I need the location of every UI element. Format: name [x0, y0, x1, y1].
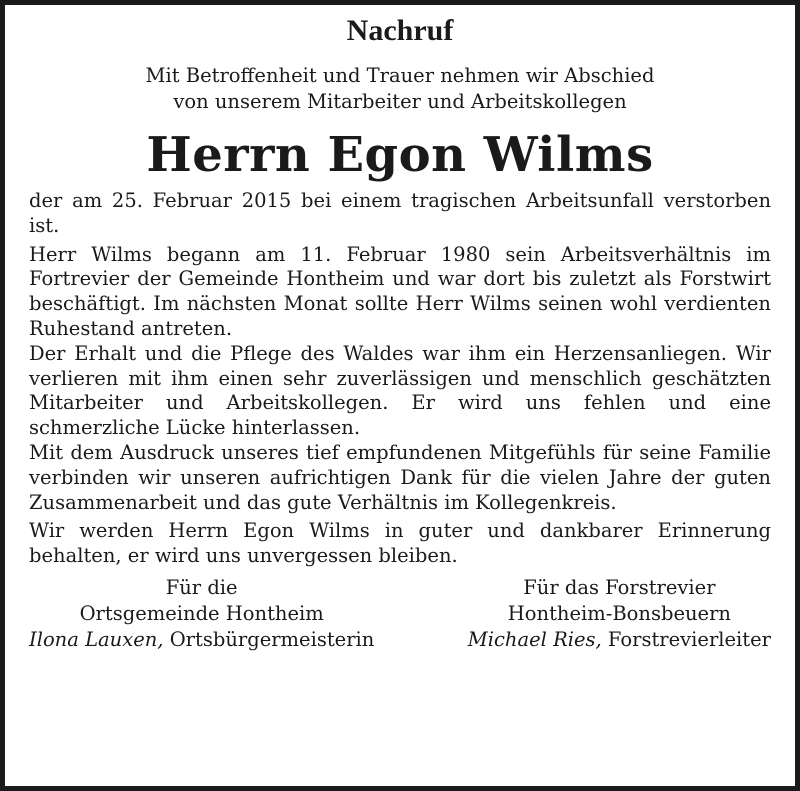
intro-line-2: von unserem Mitarbeiter und Arbeitskollegen — [173, 90, 627, 113]
signer-role: Forstrevierleiter — [601, 627, 771, 651]
signer-name: Michael Ries, — [467, 627, 602, 651]
intro — [29, 63, 771, 115]
paragraph-condolence: Mit dem Ausdruck unseres tief empfundenen Mitgefühls für seine Familie verbinden wir unseren aufrichtigen Dank für die vielen Jahre der guten Zusammenarbeit und das gute Verhältnis im Kollegenkreis. — [29, 440, 771, 514]
signature-person — [29, 627, 374, 653]
paragraph-remembrance: Wir werden Herrn Egon Wilms in guter und dankbarer Erinnerung behalten, er wird uns unvergessen bleiben. — [29, 519, 771, 568]
signature-for-line: Für das Forstrevier — [523, 575, 716, 599]
signature-organization: Ortsgemeinde Hontheim — [79, 601, 324, 625]
signer-name: Ilona Lauxen, — [29, 627, 164, 651]
obituary-body — [29, 189, 771, 569]
signature-for-line: Für die — [165, 575, 238, 599]
intro-line-1: Mit Betroffenheit und Trauer nehmen wir Abschied — [145, 64, 655, 87]
signature-person — [468, 627, 771, 653]
signatures — [29, 575, 771, 653]
signature-forest-district — [468, 575, 771, 653]
deceased-name: Herrn Egon Wilms — [146, 127, 654, 183]
paragraph-death: der am 25. Februar 2015 bei einem tragischen Arbeitsunfall verstorben ist. — [29, 189, 771, 237]
paragraph-career: Herr Wilms begann am 11. Februar 1980 sein Arbeitsverhältnis im Fortrevier der Gemeinde Hontheim und war dort bis zuletzt als Forstwirt beschäftigt. Im nächsten Monat sollte Herr Wilms seinen wohl verdienten Ruhestand antreten. — [29, 242, 771, 340]
heading: Nachruf — [346, 14, 454, 47]
paragraph-tribute: Der Erhalt und die Pflege des Waldes war ihm ein Herzensanliegen. Wir verlieren mit ihm einen sehr zuverlässigen und menschlich geschätzten Mitarbeiter und Arbeitskollegen. Er wird uns fehlen und eine schmerzliche Lücke hinterlassen. — [29, 341, 771, 440]
signer-role: Ortsbürgermeisterin — [163, 627, 375, 651]
signature-organization: Hontheim-Bonsbeuern — [507, 601, 731, 625]
signature-municipality — [29, 575, 374, 653]
